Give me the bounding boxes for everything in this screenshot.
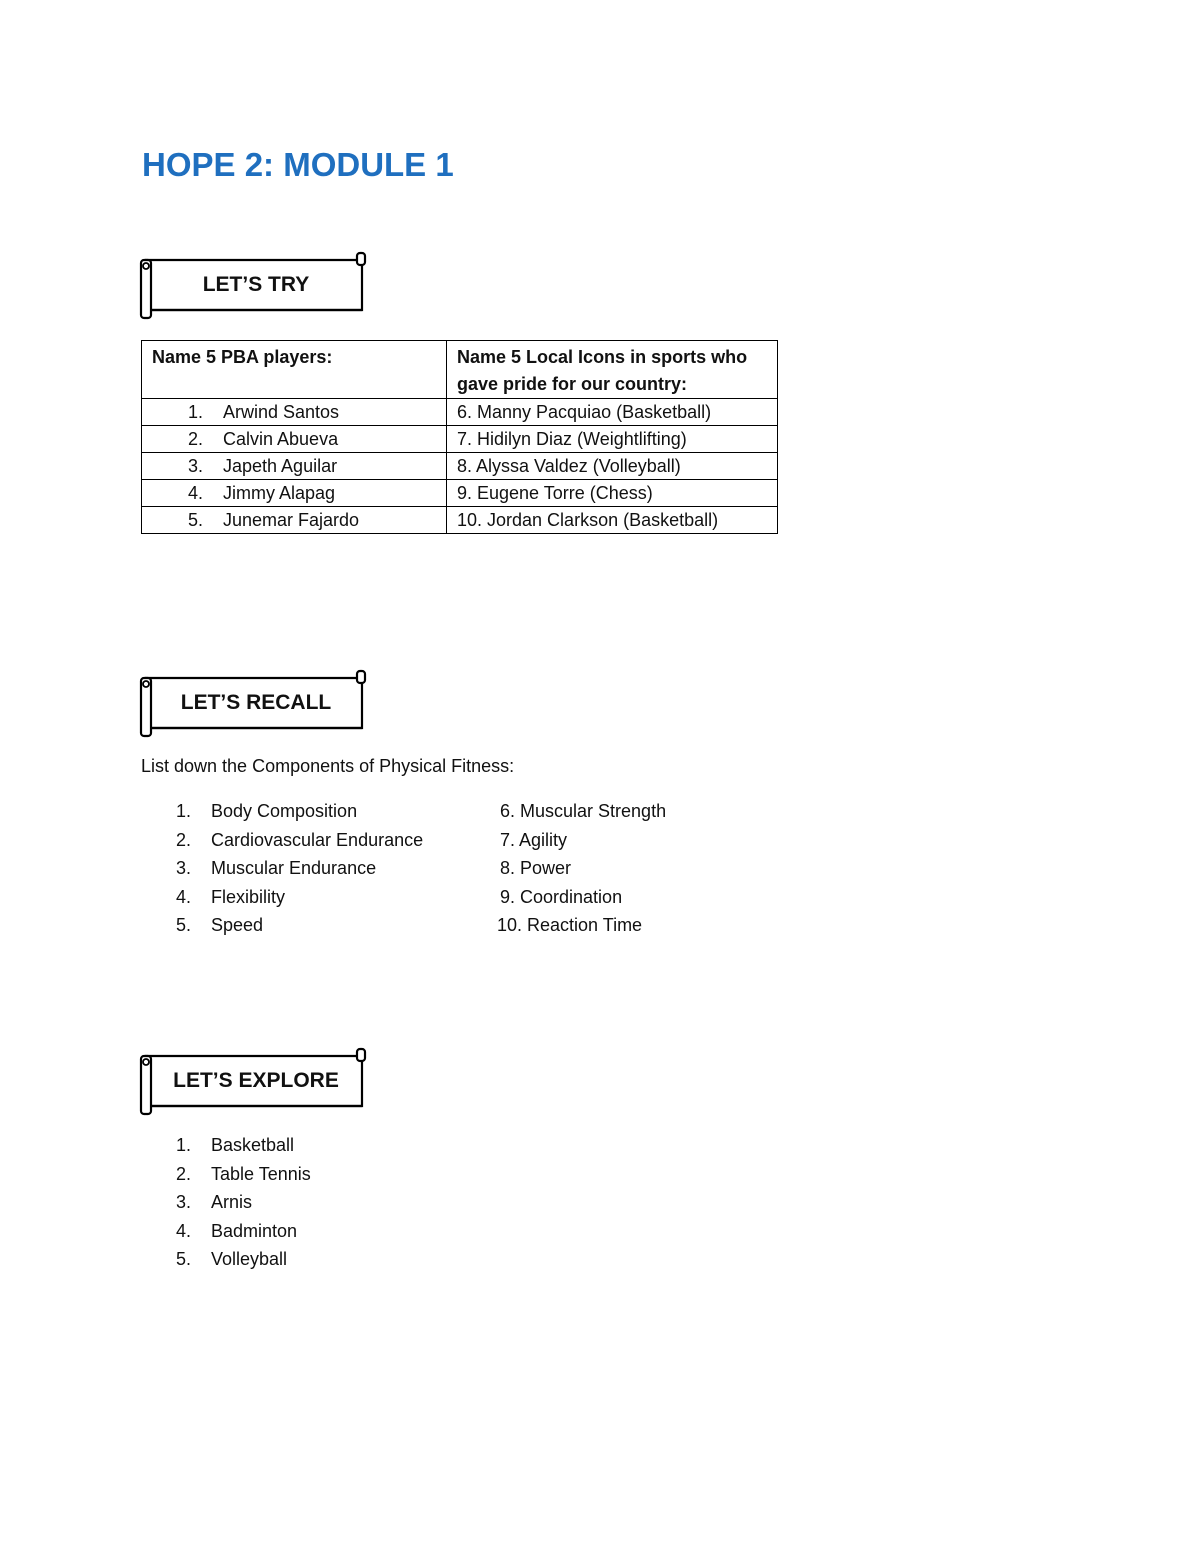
player-name: Arwind Santos (223, 402, 340, 422)
list-item: 6. Muscular Strength (500, 801, 667, 821)
list-item (176, 1160, 311, 1189)
item-text: Speed (211, 915, 264, 935)
table-row (142, 480, 778, 507)
item-number: 3. (176, 1192, 192, 1212)
lets-recall-banner (136, 668, 370, 740)
player-name: Japeth Aguilar (223, 456, 338, 476)
page-title: HOPE 2: MODULE 1 (142, 146, 454, 183)
list-item: 10. Reaction Time (497, 915, 643, 935)
recall-list-right (497, 797, 667, 940)
item-text: Cardiovascular Endurance (211, 829, 424, 850)
try-table (141, 340, 778, 534)
recall-list-left (176, 797, 423, 940)
player-name: Junemar Fajardo (223, 510, 360, 530)
player-name: Jimmy Alapag (223, 483, 336, 503)
list-item: 8. Power (500, 858, 572, 878)
list-item (176, 911, 423, 940)
banner-label: LET’S EXPLORE (173, 1069, 339, 1092)
item-number: 5. (176, 915, 192, 935)
player-name: Calvin Abueva (223, 429, 339, 449)
table-row (142, 426, 778, 453)
icon-name: 9. Eugene Torre (Chess) (447, 480, 778, 507)
item-text: Arnis (211, 1192, 253, 1212)
icon-name: 6. Manny Pacquiao (Basketball) (447, 399, 778, 426)
item-text: Basketball (211, 1135, 295, 1155)
item-number: 3. (176, 858, 192, 878)
row-number: 1. (188, 402, 204, 422)
icon-name: 8. Alyssa Valdez (Volleyball) (447, 453, 778, 480)
item-number: 2. (176, 1163, 192, 1184)
item-number: 2. (176, 829, 192, 850)
list-item (176, 1245, 311, 1274)
item-number: 4. (176, 1220, 192, 1241)
item-text: Muscular Endurance (211, 858, 377, 878)
row-number: 5. (188, 510, 204, 530)
list-item (176, 854, 423, 883)
explore-list (176, 1131, 311, 1274)
list-item: 7. Agility (500, 829, 568, 850)
item-text: Flexibility (211, 886, 286, 907)
list-item (176, 797, 423, 826)
row-number: 4. (188, 483, 204, 503)
table-header-pba: Name 5 PBA players: (142, 341, 447, 399)
item-number: 4. (176, 886, 192, 907)
item-text: Body Composition (211, 801, 358, 821)
banner-label: LET’S TRY (202, 273, 310, 296)
icon-name: 7. Hidilyn Diaz (Weightlifting) (447, 426, 778, 453)
table-header-icons: Name 5 Local Icons in sports who gave pride for our country: (447, 341, 778, 399)
table-row (142, 507, 778, 534)
list-item (176, 826, 423, 855)
row-number: 2. (188, 429, 204, 449)
list-item: 9. Coordination (500, 886, 623, 907)
lets-try-banner (136, 250, 370, 322)
list-item (176, 1217, 311, 1246)
table-row (142, 399, 778, 426)
item-number: 1. (176, 1135, 192, 1155)
list-item (176, 883, 423, 912)
item-text: Badminton (211, 1220, 298, 1241)
list-item (176, 1131, 311, 1160)
icon-name: 10. Jordan Clarkson (Basketball) (447, 507, 778, 534)
recall-instruction: List down the Components of Physical Fitness: (141, 756, 515, 776)
item-number: 1. (176, 801, 192, 821)
item-number: 5. (176, 1249, 192, 1269)
list-item (176, 1188, 311, 1217)
banner-label: LET’S RECALL (180, 691, 332, 714)
item-text: Table Tennis (211, 1163, 311, 1184)
item-text: Volleyball (211, 1249, 288, 1269)
row-number: 3. (188, 456, 204, 476)
table-row (142, 453, 778, 480)
lets-explore-banner (136, 1046, 370, 1118)
